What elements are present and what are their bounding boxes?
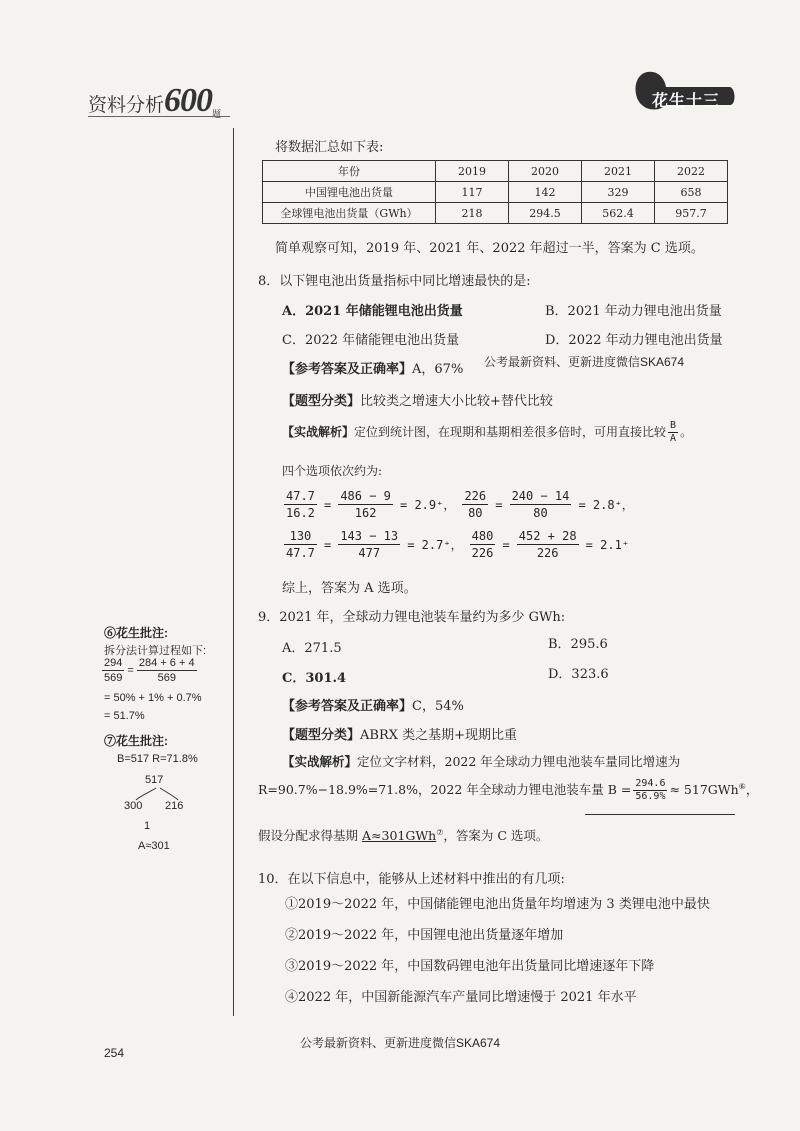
- note-6-subtitle: 拆分法计算过程如下:: [104, 645, 207, 657]
- table-cell: 658: [655, 182, 728, 203]
- note-7-result: A≈301: [138, 840, 170, 852]
- table-cell: 117: [436, 182, 509, 203]
- q9-answer-value: C，54%: [412, 699, 464, 714]
- q8-calc-row-2: $\frac{130}{47.7}$ = $\frac{143 - 13}{477}$ = 2.7⁺， $\frac{480}{226}$ = $\frac{452 + 28}{226}$ = 2.1⁺: [286, 529, 630, 560]
- table-header-cell: 2020: [509, 161, 582, 182]
- table-cell: 142: [509, 182, 582, 203]
- q8-type-value: 比较类之增速大小比较+替代比较: [360, 394, 553, 409]
- table-header-cell: 2021: [582, 161, 655, 182]
- q8-option-c: C．2022 年储能锂电池出货量: [282, 333, 460, 348]
- calc-fraction: $\frac{143 - 13}{477}$: [340, 529, 399, 560]
- summary-table: [262, 160, 728, 224]
- q9-stem: 9．2021 年，全球动力锂电池装车量约为多少 GWh:: [258, 610, 566, 625]
- q8-option-b: B．2021 年动力锂电池出货量: [545, 304, 722, 319]
- q10-item: ④2022 年，中国新能源汽车产量同比增速慢于 2021 年水平: [285, 990, 637, 1005]
- note-6-marker: ⑥: [738, 781, 746, 791]
- table-cell: 957.7: [655, 203, 728, 224]
- calc-result: = 2.9⁺，: [400, 498, 456, 512]
- note-6-line-3: = 51.7%: [104, 710, 145, 722]
- q8-analysis-tag: 【实战解析】: [282, 425, 355, 439]
- table-header-cell: 2022: [655, 161, 728, 182]
- calc-fraction: $\frac{452 + 28}{226}$: [518, 529, 577, 560]
- table-header-cell: 年份: [263, 161, 436, 182]
- note-6-fraction: $\frac{294}{569}$: [104, 657, 123, 684]
- q8-answer: [282, 358, 463, 377]
- q8-watermark: 公考最新资料、更新进度微信SKA674: [484, 355, 685, 369]
- q8-stem: 8．以下锂电池出货量指标中同比增速最快的是:: [258, 274, 531, 289]
- q9-option-d: D．323.6: [548, 667, 609, 682]
- note-6-title: ⑥花生批注:: [104, 626, 168, 640]
- q8-type: [282, 390, 553, 409]
- q8-summary: 综上，答案为 A 选项。: [282, 581, 417, 596]
- page-number: 254: [104, 1046, 125, 1060]
- table-header-cell: 2019: [436, 161, 509, 182]
- q8-analysis: 【实战解析】定位到统计图，在现期和基期相差很多倍时，可用直接比较 $\frac{B}{A}$ 。: [282, 420, 693, 444]
- q10-item: ①2019～2022 年，中国储能锂电池出货量年均增速为 3 类锂电池中最快: [285, 897, 710, 912]
- q8-options-intro: 四个选项依次约为:: [282, 464, 383, 478]
- q9-base-value: A≈301GWh: [361, 828, 437, 843]
- note-7-right: 216: [165, 800, 184, 812]
- q9-option-a: A．271.5: [282, 641, 342, 656]
- calc-result: = 2.8⁺，: [578, 498, 634, 512]
- table-conclusion: 简单观察可知，2019 年、2021 年、2022 年超过一半，答案为 C 选项。: [275, 241, 704, 256]
- calc-fraction: $\frac{486 - 9}{162}$: [340, 489, 391, 520]
- q9-type-tag: 【题型分类】: [282, 728, 361, 743]
- note-7-marker: ⑦: [436, 827, 444, 837]
- table-cell: 562.4: [582, 203, 655, 224]
- q9-underline: [585, 814, 735, 815]
- calc-fraction: $\frac{480}{226}$: [471, 529, 494, 560]
- table-cell: 218: [436, 203, 509, 224]
- footer-watermark: 公考最新资料、更新进度微信SKA674: [300, 1036, 501, 1050]
- calc-result: = 2.1⁺: [585, 538, 630, 552]
- q8-calc-row-1: $\frac{47.7}{16.2}$ = $\frac{486 - 9}{162}$ = 2.9⁺， $\frac{226}{80}$ = $\frac{240 - 14}{80}$ = 2.8⁺，: [286, 489, 634, 520]
- q8-option-a: A．2021 年储能锂电池出货量: [282, 304, 463, 319]
- note-7-remainder: 1: [144, 820, 151, 832]
- q9-option-c: C．301.4: [282, 671, 347, 686]
- q8-answer-tag: 【参考答案及正确率】: [282, 362, 413, 377]
- q10-item: ③2019～2022 年，中国数码锂电池年出货量同比增速逐年下降: [285, 959, 655, 974]
- table-row: [263, 203, 728, 224]
- table-cell: 294.5: [509, 203, 582, 224]
- q9-analysis-tag: 【实战解析】: [282, 754, 358, 769]
- book-title: 资料分析600题: [88, 82, 222, 119]
- note-7-total: 517: [145, 774, 164, 786]
- table-cell: 全球锂电池出货量（GWh）: [263, 203, 436, 224]
- table-cell: 329: [582, 182, 655, 203]
- q8-type-tag: 【题型分类】: [282, 394, 361, 409]
- column-divider: [233, 128, 234, 1016]
- note-6-line-2: = 50% + 1% + 0.7%: [104, 692, 202, 704]
- q9-type-value: ABRX 类之基期+现期比重: [360, 728, 518, 743]
- q9-answer-tag: 【参考答案及正确率】: [282, 699, 413, 714]
- note-6-fraction: $\frac{284 + 6 + 4}{569}$: [138, 657, 195, 684]
- calc-fraction: $\frac{240 - 14}{80}$: [511, 489, 570, 520]
- note-7-title: ⑦花生批注:: [104, 734, 168, 748]
- q8-analysis-fraction: $\frac{B}{A}$: [670, 420, 677, 444]
- header-rule: [88, 116, 230, 117]
- calc-fraction: $\frac{130}{47.7}$: [286, 529, 315, 560]
- q9-answer: [282, 695, 464, 714]
- q9-analysis-3: 假设分配求得基期 A≈301GWh⑦，答案为 C 选项。: [258, 827, 549, 843]
- note-7-line-1: B=517 R=71.8%: [117, 753, 198, 765]
- table-row: [263, 182, 728, 203]
- q10-stem: 10．在以下信息中，能够从上述材料中推出的有几项:: [258, 872, 565, 887]
- table-intro: 将数据汇总如下表:: [275, 140, 384, 155]
- q9-analysis-1: 【实战解析】定位文字材料，2022 年全球动力锂电池装车量同比增速为: [282, 754, 681, 769]
- q10-item: ②2019～2022 年，中国锂电池出货量逐年增加: [285, 928, 564, 943]
- note-7-left: 300: [124, 800, 143, 812]
- q8-answer-value: A，67%: [412, 362, 464, 377]
- q9-analysis-2: R=90.7%−18.9%=71.8%，2022 年全球动力锂电池装车量 B = $\frac{294.6}{56.9\%}$ ≈ 517GWh⑥，: [258, 778, 759, 802]
- q9-type: [282, 724, 517, 743]
- q8-analysis-text: 定位到统计图，在现期和基期相差很多倍时，可用直接比较: [354, 425, 667, 439]
- q9-analysis-fraction: $\frac{294.6}{56.9\%}$: [635, 778, 666, 802]
- table-header-row: [263, 161, 728, 182]
- q9-option-b: B．295.6: [548, 637, 608, 652]
- q8-option-d: D．2022 年动力锂电池出货量: [545, 333, 723, 348]
- calc-fraction: $\frac{226}{80}$: [464, 489, 487, 520]
- note-6-calc: $\frac{294}{569}$ = $\frac{284 + 6 + 4}{569}$: [104, 657, 195, 684]
- calc-result: = 2.7⁺，: [407, 538, 463, 552]
- table-cell: 中国锂电池出货量: [263, 182, 436, 203]
- logo-text: 花生十三: [652, 93, 721, 110]
- calc-fraction: $\frac{47.7}{16.2}$: [286, 489, 315, 520]
